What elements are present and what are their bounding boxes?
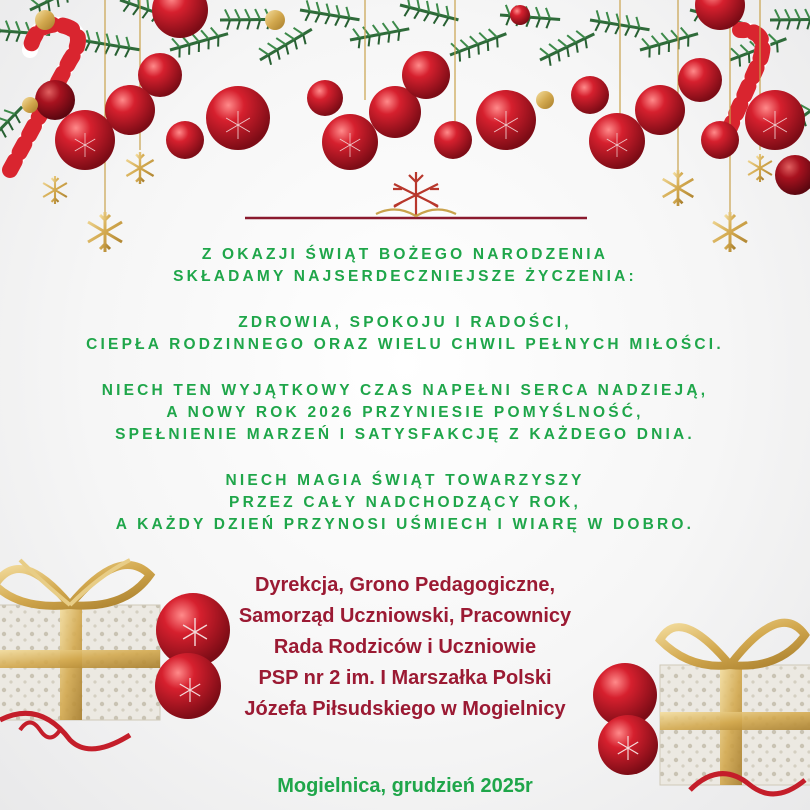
greeting-line: A NOWY ROK 2026 PRZYNIESIE POMYŚLNOŚĆ, [166,404,644,421]
greeting-line: ZDROWIA, SPOKOJU I RADOŚCI, [238,314,572,331]
greeting-text [0,244,810,536]
gold-snowflake-ornaments [43,152,772,252]
signature-line: Józefa Piłsudskiego w Mogielnicy [244,698,566,720]
greeting-line: NIECH MAGIA ŚWIĄT TOWARZYSZY [225,472,585,489]
greeting-line: Z OKAZJI ŚWIĄT BOŻEGO NARODZENIA [201,246,609,263]
greeting-paragraph-2 [0,312,810,356]
greeting-paragraph-4 [0,470,810,536]
greeting-paragraph-3 [0,380,810,446]
greeting-line: CIEPŁA RODZINNEGO ORAZ WIELU CHWIL PEŁNYCH MIŁOŚCI. [86,336,724,353]
signature-line: Rada Rodziców i Uczniowie [273,636,537,658]
snowflake-divider [245,172,587,218]
greeting-line: A KAŻDY DZIEŃ PRZYNOSI UŚMIECH I WIARĘ W DOBRO. [115,516,695,533]
greeting-line: SPEŁNIENIE MARZEŃ I SATYSFAKCJĘ Z KAŻDEGO DNIA. [115,426,695,443]
greeting-line: PRZEZ CAŁY NADCHODZĄCY ROK, [229,494,581,511]
signature-line: PSP nr 2 im. I Marszałka Polski [258,667,552,689]
greeting-line: SKŁADAMY NAJSERDECZNIEJSZE ŻYCZENIA: [173,268,637,285]
signature-line: Samorząd Uczniowski, Pracownicy [238,605,572,627]
greeting-paragraph-1 [0,244,810,288]
red-baubles [35,0,810,195]
place-date: Mogielnica, grudzień 2025r [277,775,533,797]
signature-line: Dyrekcja, Grono Pedagogiczne, [254,574,556,596]
signature [0,570,810,725]
greeting-line: NIECH TEN WYJĄTKOWY CZAS NAPEŁNI SERCA NADZIEJĄ, [101,382,709,399]
